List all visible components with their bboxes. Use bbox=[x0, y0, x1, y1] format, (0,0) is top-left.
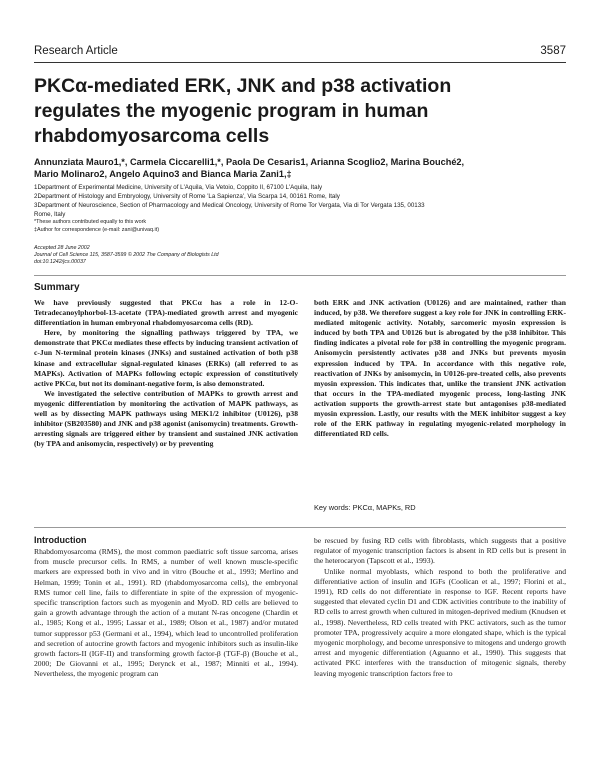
summary-paragraph: both ERK and JNK activation (U0126) and are maintained, rather than induced, by p38. We therefore suggest a key role for JNK in controlling ERK-mediated mitogenic activity. Notably, sarcomeric myosin expression is induced by both TPA and U0126 but is abrogated by the p38 inhibitor. This finding indicates a pivotal role for p38 in controlling the myogenic program. Anisomycin persistently activates p38 and JNKs but prevents myosin expression induced by TPA. In accordance with this negative role, reactivation of JNKs by anisomycin, in U0126-pre-treated cells, also prevents myosin expression. This indicates that, unlike the transient JNK activation that occurs in the TPA-mediated myogenic process, long-lasting JNK activation supports the growth-arrest state but antagonises p38-mediated myosin expression. Lastly, our results with the MEK inhibitor suggest a key role of the ERK pathway in regulating myogenic-related morphology in differentiated RD cells. bbox=[314, 298, 566, 439]
summary-column-right bbox=[314, 298, 566, 439]
accepted-date: Accepted 28 June 2002 bbox=[34, 245, 90, 251]
title-line: PKCα-mediated ERK, JNK and p38 activation bbox=[34, 75, 452, 97]
affiliation: 1Department of Experimental Medicine, University of L'Aquila, Via Vetoio, Coppito II, 67100 L'Aquila, Italy bbox=[34, 184, 323, 191]
article-title bbox=[34, 74, 566, 149]
author-line: Mario Molinaro2, Angelo Aquino3 and Bianca Maria Zani1,‡ bbox=[34, 169, 292, 179]
keywords: Key words: PKCα, MAPKs, RD bbox=[314, 503, 416, 512]
page-number: 3587 bbox=[540, 45, 566, 57]
correspondence-note: ‡Author for correspondence (e-mail: zani@univaq.it) bbox=[34, 226, 160, 233]
journal-citation: Journal of Cell Science 115, 3587-3599 © 2002 The Company of Biologists Ltd bbox=[34, 251, 219, 258]
doi: doi:10.1242/jcs.00037 bbox=[34, 258, 86, 265]
summary-paragraph: Here, by monitoring the signalling pathways triggered by TPA, we demonstrate that PKCα mediates these effects by inducing transient activation of c-Jun N-terminal protein kinases (JNKs) and sustained activation of both p38 kinase and extracellular signal-regulated kinases (ERKs) (all referred to as MAPKs). Activation of MAPKs following ectopic expression of constitutively active PKCα, but not its dominant-negative form, is also demonstrated. bbox=[34, 328, 298, 388]
title-line: regulates the myogenic program in human bbox=[34, 100, 429, 122]
introduction-heading: Introduction bbox=[34, 535, 87, 545]
intro-column-right bbox=[314, 536, 566, 679]
divider bbox=[34, 527, 566, 528]
equal-contribution-note: *These authors contributed equally to this work bbox=[34, 219, 147, 225]
author-notes bbox=[34, 219, 566, 234]
summary-paragraph: We investigated the selective contribution of MAPKs to growth arrest and myogenic differentiation by monitoring the activation of MAPK pathways, as well as by dissecting MAPK pathways using MEK1/2 inhibitor (U0126), p38 inhibitor (SB203580) and JNK and p38 agonist (anisomycin) treatments. Growth-arresting signals are triggered either by transient and sustained JNK activation (by TPA and anisomycin, respectively) or by preventing bbox=[34, 388, 298, 449]
affiliation: Rome, Italy bbox=[34, 211, 66, 218]
publication-meta bbox=[34, 245, 334, 265]
summary-column-left bbox=[34, 298, 298, 449]
running-header bbox=[34, 45, 566, 63]
title-line: rhabdomyosarcoma cells bbox=[34, 125, 270, 147]
summary-paragraph: We have previously suggested that PKCα has a role in 12-O-Tetradecanoylphorbol-13-acetate (TPA)-mediated growth arrest and myogenic differentiation in human embryonal rhabdomyosarcoma cells (RD). bbox=[34, 298, 298, 328]
affiliations bbox=[34, 183, 566, 234]
intro-paragraph: be rescued by fusing RD cells with fibroblasts, which suggests that a positive regulator of myogenic transcription factors is absent in RD cells but is present in the heterocaryon (Tapscott et al., 1993). bbox=[314, 536, 566, 566]
intro-paragraph: Unlike normal myoblasts, which respond to both the proliferative and differentiative action of insulin and IGFs (Coolican et al., 1997; Florini et al., 1991), RD cells do not differentiate in response to IGF. Recent reports have suggested that elevated cyclin D1 and CDK activities contribute to the inability of RD cells to arrest growth when cultured in mitogen-deprived medium (Knudsen et al., 1998). Nevertheless, RD cells treated with PKC activators, such as the tumor promoter TPA, progressively acquire a more elongated shape, which is the typical myogenic morphology, and become unresponsive to mitogens and undergo growth arrest and myogenic differentiation (Aguanno et al., 1990). This suggests that activated PKC interferes with the transduction of mitogenic signals, thereby leaving myogenic transcription factors free to bbox=[314, 566, 566, 678]
summary-heading: Summary bbox=[34, 282, 80, 293]
divider bbox=[34, 275, 566, 276]
affiliation: 3Department of Neuroscience, Section of Pharmacology and Medical Oncology, University of Rome Tor Vergata, Via di Tor Vergata 135, 00133 bbox=[34, 202, 425, 209]
header-rule bbox=[34, 62, 566, 63]
intro-paragraph: Rhabdomyosarcoma (RMS), the most common paediatric soft tissue sarcoma, arises from muscle precursor cells. In RMS, a number of well known muscle-specific markers are expressed both in vivo and in vitro (Bouche et al., 1993; Merlino and Helman, 1999; Tonin et al., 1991). RD (rhabdomyosarcoma cells), the embryonal RMS tumor cell line, fails to differentiate in spite of the expression of myogenic-specific transcription factors such as myogenin and MyoD. RD cells are believed to gain a growth advantage through the action of a mutant N-ras oncogene (Chardin et al., 1985; Kong et al., 1995; Lassar et al., 1989; Olson et al., 1987) and/or mutated tumor suppressor p53 (Germani et al., 1994), which lead to uncontrolled proliferation and secretion of autocrine growth factors and myogenic inhibitors such as insulin-like growth factors-II (IGF-II) and transforming growth factor-β (TGF-β) (Bouche et al., 2000; De Giovanni et al., 1995; Derynck et al., 1987; Minniti et al., 1994). Nevertheless, the myogenic program can bbox=[34, 547, 298, 679]
author-line: Annunziata Mauro1,*, Carmela Ciccarelli1,*, Paola De Cesaris1, Arianna Scoglio2, Marina Bouché2, bbox=[34, 157, 465, 167]
author-list bbox=[34, 156, 566, 180]
intro-column-left bbox=[34, 547, 298, 680]
section-label: Research Article bbox=[34, 45, 118, 57]
affiliation: 2Department of Histology and Embryology, University of Rome 'La Sapienza', Via Scarpa 14, 00161 Rome, Italy bbox=[34, 193, 340, 200]
